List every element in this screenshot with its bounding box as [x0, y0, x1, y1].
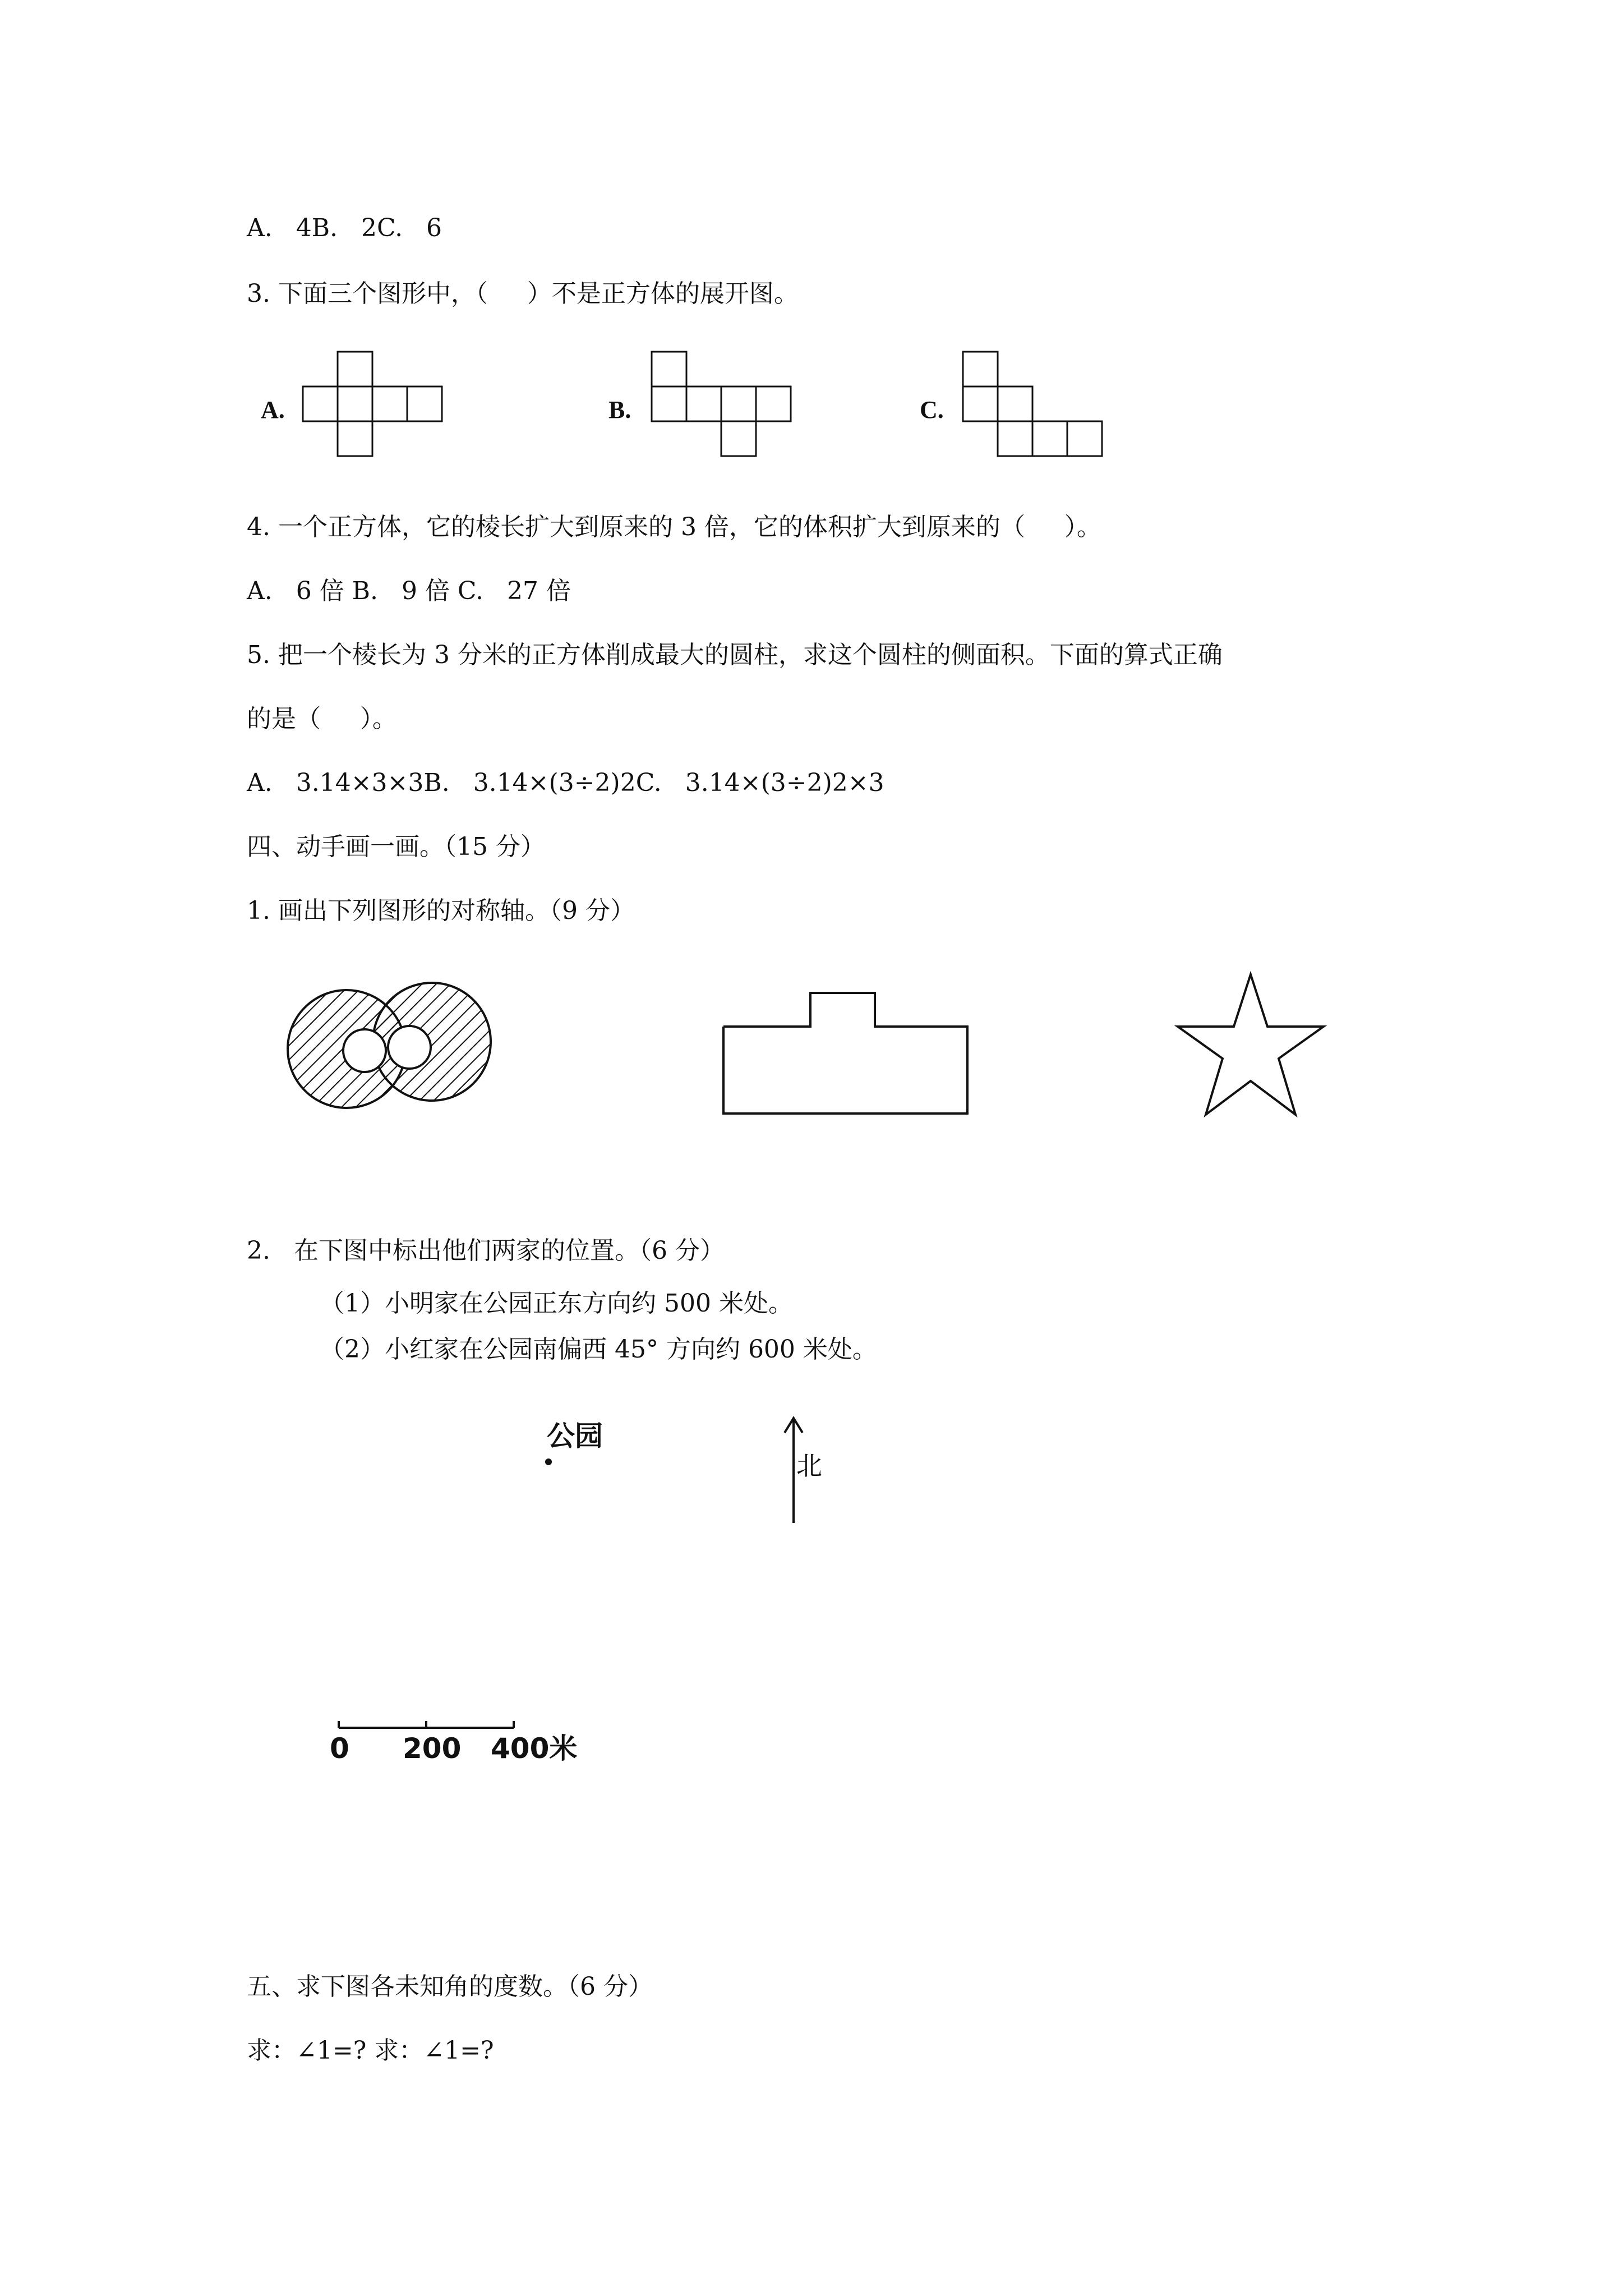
net-c-label: C.: [920, 396, 944, 424]
scale-label-200: 200: [403, 1732, 462, 1765]
star-figure: [1166, 968, 1335, 1130]
net-b-figure: [651, 351, 802, 463]
net-a-figure: [303, 351, 454, 463]
north-label: 北: [796, 1451, 822, 1481]
q5-question-line2: 的是（ ）。: [247, 705, 397, 733]
section4-q2: 2. 在下图中标出他们两家的位置。（6 分）: [247, 1236, 725, 1265]
q3-question: 3. 下面三个图形中，（ ）不是正方体的展开图。: [247, 279, 799, 308]
stepped-rectangle-figure: [718, 987, 976, 1122]
q2-options: A. 4B. 2C. 6: [247, 214, 442, 242]
hatched-circles-figure: [269, 979, 516, 1119]
section4-q2-sub2: （2）小红家在公园南偏西 45° 方向约 600 米处。: [320, 1335, 877, 1364]
net-b-label: B.: [608, 396, 631, 424]
park-label: 公园: [547, 1420, 603, 1452]
section4-q1: 1. 画出下列图形的对称轴。（9 分）: [247, 896, 635, 925]
q5-question-line1: 5. 把一个棱长为 3 分米的正方体削成最大的圆柱，求这个圆柱的侧面积。下面的算式正确: [247, 641, 1223, 669]
scale-bar: [336, 1717, 522, 1733]
q4-options: A. 6 倍 B. 9 倍 C. 27 倍: [247, 577, 571, 605]
net-c-figure: [962, 351, 1113, 463]
scale-label-0: 0: [330, 1732, 349, 1765]
section4-heading: 四、动手画一画。（15 分）: [247, 832, 545, 861]
section5-heading: 五、求下图各未知角的度数。（6 分）: [247, 1972, 653, 2001]
section5-prompt: 求：∠1=? 求：∠1=?: [247, 2036, 494, 2065]
park-dot: [544, 1457, 553, 1466]
section4-q2-sub1: （1）小明家在公园正东方向约 500 米处。: [320, 1289, 793, 1318]
net-a-label: A.: [261, 396, 285, 424]
q4-question: 4. 一个正方体，它的棱长扩大到原来的 3 倍，它的体积扩大到原来的（ ）。: [247, 513, 1101, 541]
q5-options: A. 3.14×3×3B. 3.14×(3÷2)2C. 3.14×(3÷2)2×3: [247, 769, 884, 797]
scale-label-400: 400米: [491, 1732, 578, 1765]
